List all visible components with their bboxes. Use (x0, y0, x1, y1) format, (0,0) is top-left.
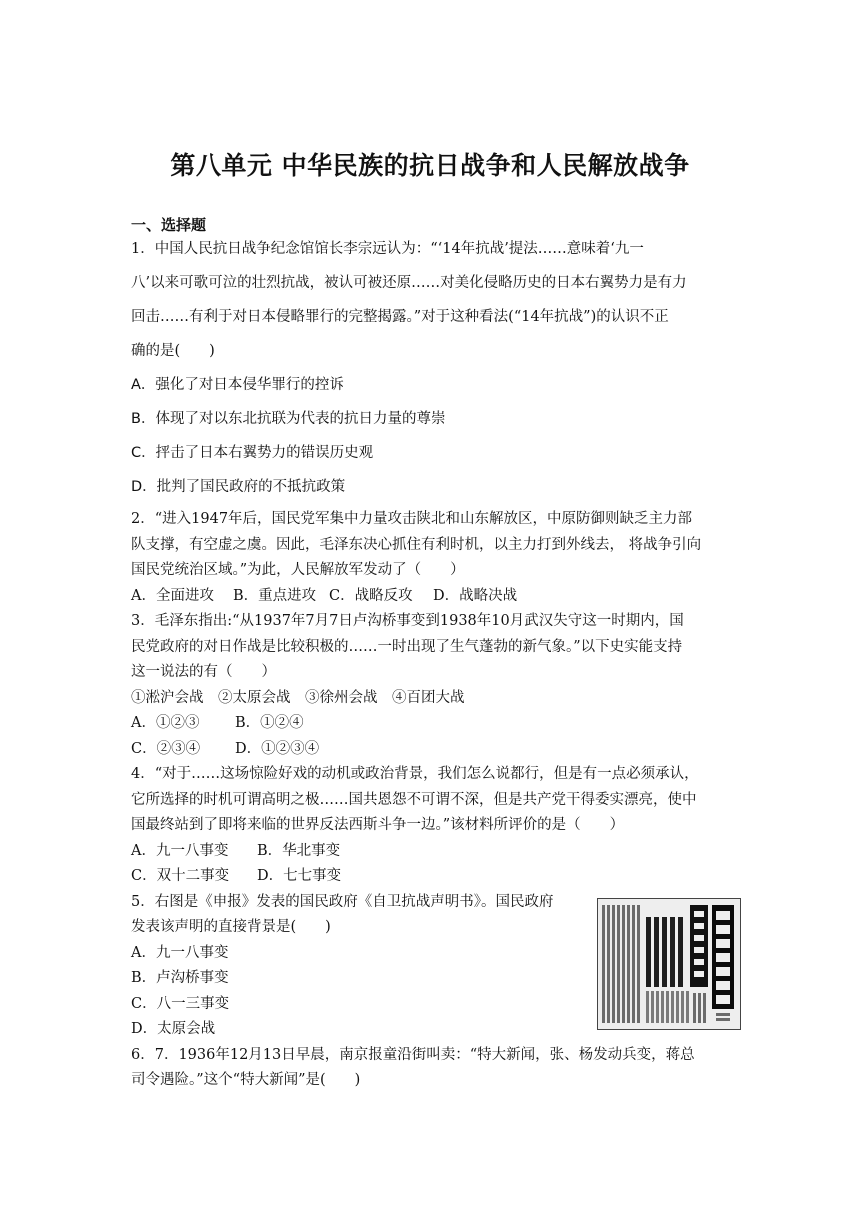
q3-option-d: D．①②③④ (235, 741, 320, 757)
q5-option-c: C．八一三事变 (131, 996, 230, 1012)
q4-options-row2 (131, 867, 341, 885)
q1-stem-line: 1．中国人民抗日战争纪念馆馆长李宗远认为：“‘14年抗战’提法……意味着‘九一 (131, 241, 644, 257)
q3-stem-line: 3．毛泽东指出:“从1937年7月7日卢沟桥事变到1938年10月武汉失守这一时期内，国 (131, 613, 684, 629)
q4-options-row1 (131, 842, 340, 860)
q2-option-b: B．重点进攻 (233, 588, 317, 604)
q1-option-c: C．抨击了日本右翼势力的错误历史观 (131, 445, 374, 461)
q1-option-d: D．批判了国民政府的不抵抗政策 (131, 479, 346, 495)
q3-items: ①淞沪会战 ②太原会战 ③徐州会战 ④百团大战 (131, 690, 465, 706)
q3-stem-line: 这一说法的有（ ） (131, 664, 276, 680)
q4-option-d: D．七七事变 (257, 868, 342, 884)
q4-stem-line: 4．“对于……这场惊险好戏的动机或政治背景，我们怎么说都行，但是有一点必须承认， (131, 766, 699, 782)
q3-options-row2 (131, 740, 319, 758)
q4-option-c: C．双十二事变 (131, 868, 230, 884)
q1-stem-line: 八’以来可歌可泣的壮烈抗战，被认可被还原……对美化侵略历史的日本右翼势力是有力 (131, 275, 687, 291)
q5-option-b: B．卢沟桥事变 (131, 970, 229, 986)
q2-option-c: C．战略反攻 (329, 588, 413, 604)
q2-option-d: D．战略决战 (433, 588, 518, 604)
q3-option-c: C．②③④ (131, 741, 201, 757)
newspaper-clipping-image (597, 898, 741, 1030)
section-heading: 一、选择题 (131, 216, 207, 234)
q5-option-a: A．九一八事变 (131, 945, 229, 961)
q1-stem-line: 确的是( ) (131, 343, 215, 359)
q2-options (131, 587, 517, 605)
q6-stem-line: 6．7．1936年12月13日早晨，南京报童沿街叫卖：“特大新闻，张、杨发动兵变，蒋总 (131, 1047, 695, 1063)
q4-stem-line: 它所选择的时机可谓高明之极……国共恩怨不可谓不深，但是共产党干得委实漂亮，使中 (131, 792, 697, 808)
q3-option-b: B．①②④ (235, 715, 304, 731)
page-title: 第八单元 中华民族的抗日战争和人民解放战争 (170, 151, 690, 180)
q6-stem-line: 司令遇险。”这个“特大新闻”是( ) (131, 1072, 361, 1088)
q2-stem-line: 2．“进入1947年后，国民党军集中力量攻击陕北和山东解放区，中原防御则缺乏主力部 (131, 511, 693, 527)
q5-option-d: D．太原会战 (131, 1021, 216, 1037)
q4-option-a: A．九一八事变 (131, 843, 229, 859)
q3-stem-line: 民党政府的对日作战是比较积极的……一时出现了生气蓬勃的新气象。”以下史实能支持 (131, 639, 683, 655)
q2-option-a: A．全面进攻 (131, 588, 214, 604)
q3-options-row1 (131, 714, 304, 732)
q5-stem-line: 5．右图是《申报》发表的国民政府《自卫抗战声明书》。国民政府 (131, 894, 554, 910)
newspaper-graphic (598, 899, 740, 1029)
q4-stem-line: 国最终站到了即将来临的世界反法西斯斗争一边。”该材料所评价的是（ ） (131, 817, 625, 833)
q1-option-a: A．强化了对日本侵华罪行的控诉 (131, 377, 344, 393)
q2-stem-line: 队支撑，有空虚之虞。因此，毛泽东决心抓住有利时机，以主力打到外线去， 将战争引向 (131, 537, 702, 553)
q2-stem-line: 国民党统治区域。”为此，人民解放军发动了（ ） (131, 562, 465, 578)
q3-option-a: A．①②③ (131, 715, 200, 731)
q4-option-b: B．华北事变 (257, 843, 341, 859)
q1-option-b: B．体现了对以东北抗联为代表的抗日力量的尊崇 (131, 411, 446, 427)
q5-stem-line: 发表该声明的直接背景是( ) (131, 919, 331, 935)
q1-stem-line: 回击……有利于对日本侵略罪行的完整揭露。”对于这种看法(“14年抗战”)的认识不正 (131, 309, 669, 325)
